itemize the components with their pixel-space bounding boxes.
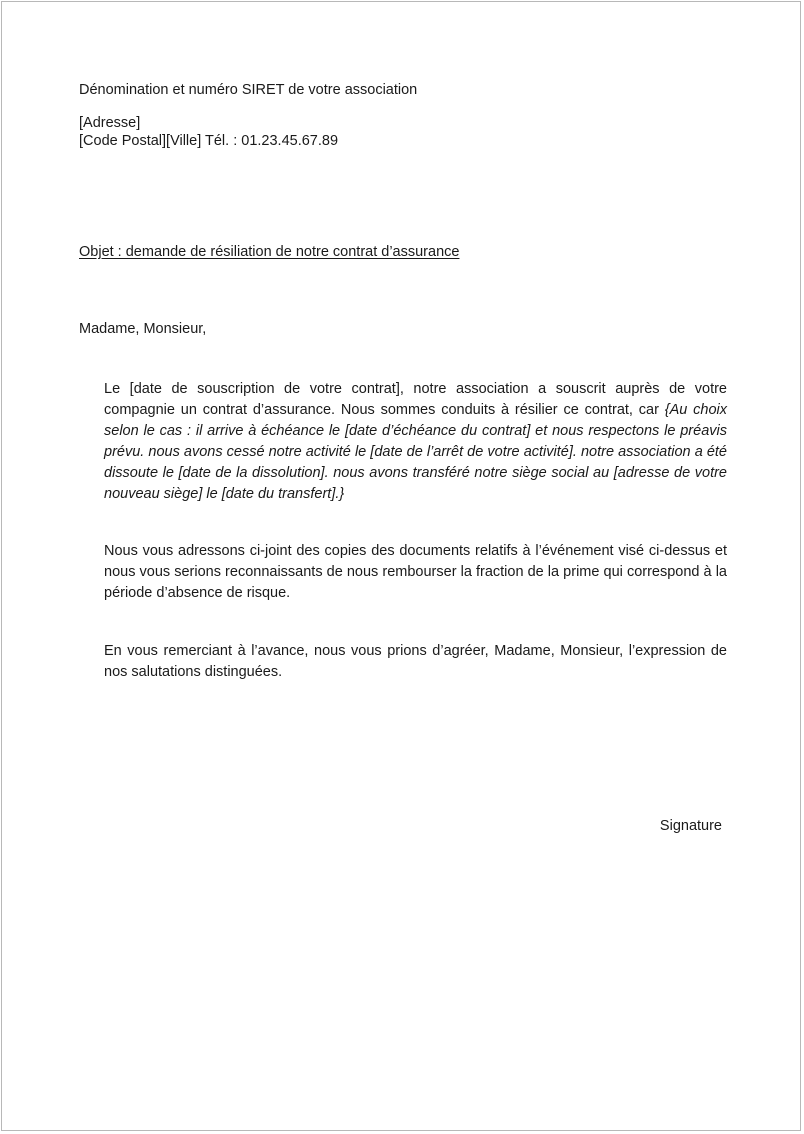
letter-salutation: Madame, Monsieur, — [79, 321, 207, 337]
sender-city-phone-line: [Code Postal][Ville] Tél. : 01.23.45.67.89 — [79, 133, 339, 149]
body-paragraph-1 — [104, 379, 727, 505]
body-paragraph-2: Nous vous adressons ci-joint des copies des documents relatifs à l’événement visé ci-dessus et nous vous serions reconnaissants de nous rembourser la fraction de la prime qui correspond à la période d’absence de risque. — [104, 543, 727, 601]
sender-name-line: Dénomination et numéro SIRET de votre association — [79, 82, 418, 98]
letter-subject: Objet : demande de résiliation de notre contrat d’assurance — [79, 244, 460, 260]
paragraph-1-regular-text: Le [date de souscription de votre contrat], notre association a souscrit auprès de votre compagnie un contrat d’assurance. Nous sommes conduits à résilier ce contrat, car — [104, 381, 727, 418]
signature-label: Signature — [659, 818, 722, 834]
paragraph-1-italic-text: {Au choix selon le cas : il arrive à échéance le [date d’échéance du contrat] et nous respectons le préavis prévu. nous avons cessé notre activité le [date de l’arrêt de votre activité]. notre association a été dissoute le [date de la dissolution]. nous avons transféré notre siège social au [adresse de votre nouveau siège] le [date du transfert].} — [104, 402, 727, 502]
body-paragraph-3: En vous remerciant à l’avance, nous vous prions d’agréer, Madame, Monsieur, l’expression de nos salutations distinguées. — [104, 643, 727, 680]
document-page — [1, 1, 801, 1131]
sender-address-line: [Adresse] — [79, 115, 141, 131]
